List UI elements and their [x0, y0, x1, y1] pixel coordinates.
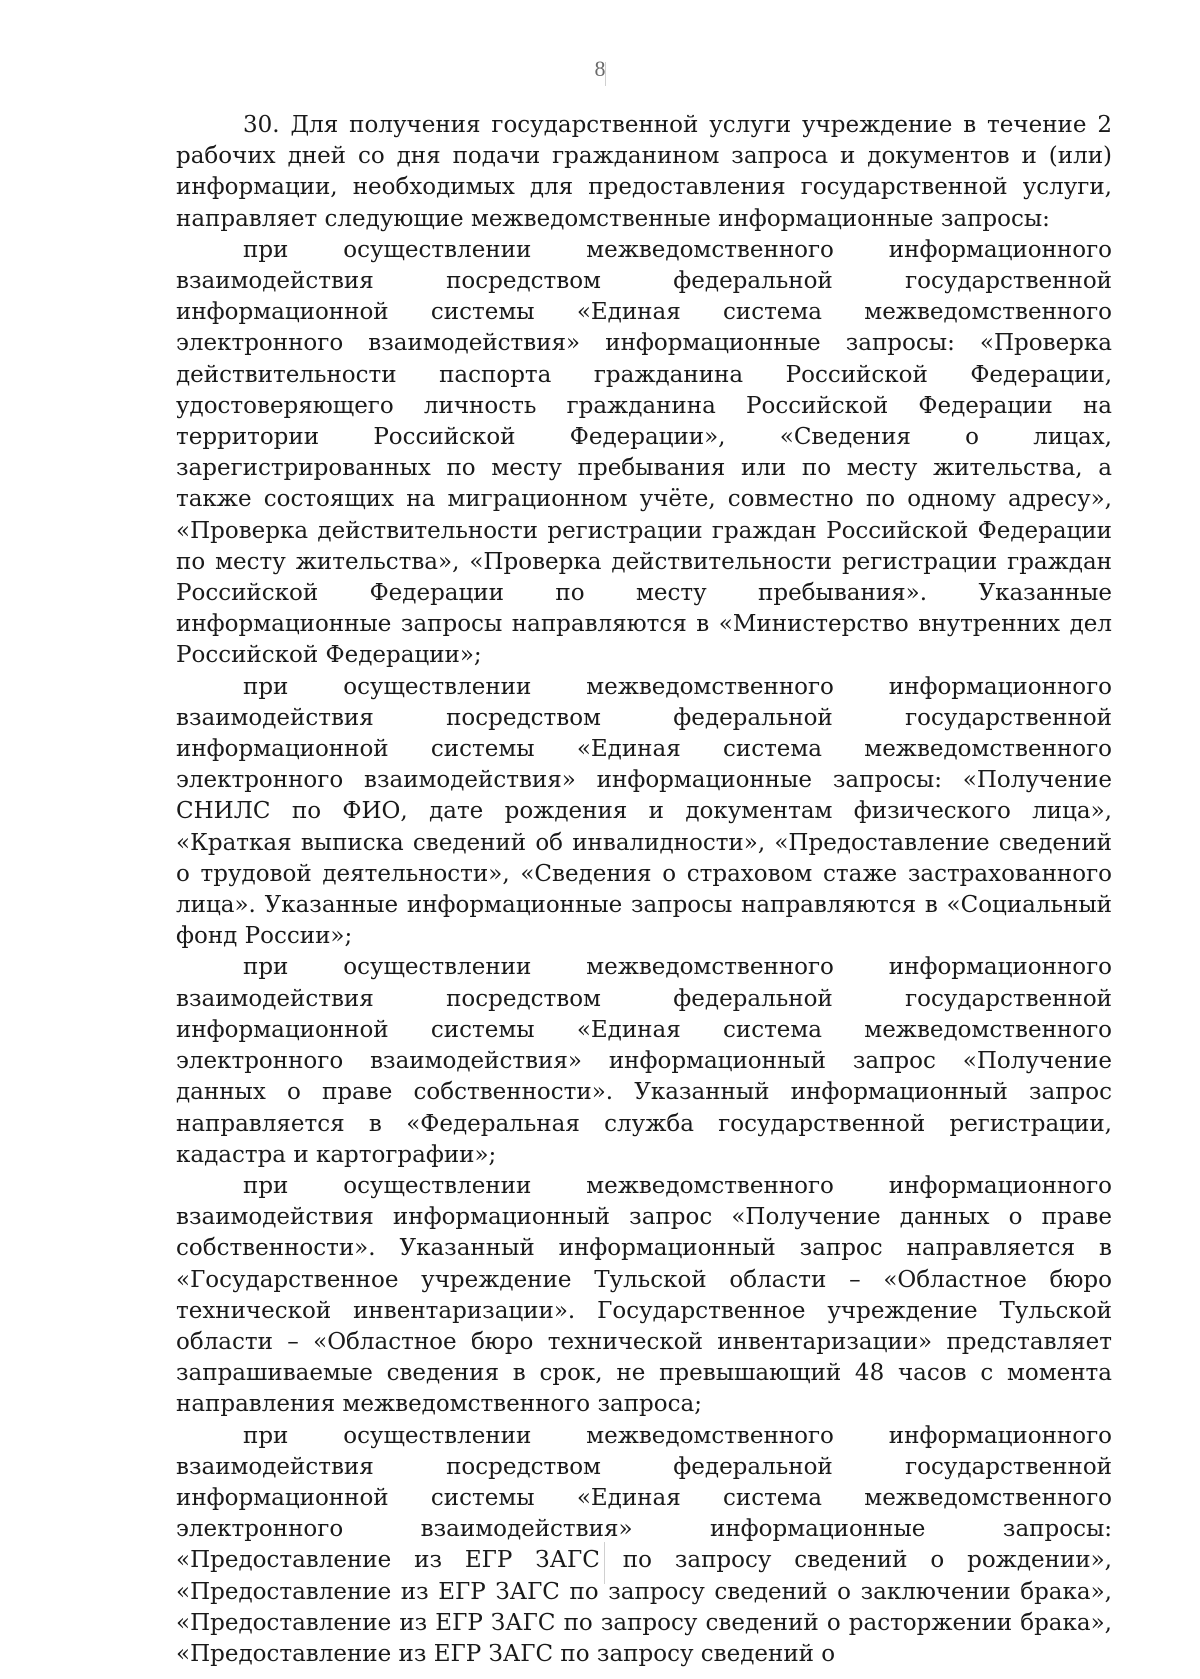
page-number: 8 — [594, 56, 606, 81]
paragraph-rosreestr-request: при осуществлении межведомственного информационного взаимодействия посредством федеральной государственной информационной системы «Единая система межведомственного электронного взаимодействия» информационный запрос «Получение данных о праве собственности». Указанный информационный запрос направляется в «Федеральная служба государственной регистрации, кадастра и картографии»; — [176, 954, 1112, 1168]
paragraph-bti-request: при осуществлении межведомственного информационного взаимодействия информационный запрос «Получение данных о праве собственности». Указанный информационный запрос направляется в «Государственное учреждение Тульской области – «Областное бюро технической инвентаризации». Государственное учреждение Тульской области – «Областное бюро технической инвентаризации» представляет запрашиваемые сведения в срок, не превышающий 48 часов с момента направления межведомственного запроса; — [176, 1172, 1112, 1418]
document-body — [176, 110, 1112, 1670]
paragraph-zags-requests: при осуществлении межведомственного информационного взаимодействия посредством федеральной государственной информационной системы «Единая система межведомственного электронного взаимодействия» информационные запросы: «Предоставление из ЕГР ЗАГС по запросу сведений о рождении», «Предоставление из ЕГР ЗАГС по запросу сведений о заключении брака», «Предоставление из ЕГР ЗАГС по запросу сведений о расторжении брака», «Предоставление из ЕГР ЗАГС по запросу сведений о — [176, 1422, 1112, 1667]
paragraph-sfr-requests: при осуществлении межведомственного информационного взаимодействия посредством федеральной государственной информационной системы «Единая система межведомственного электронного взаимодействия» информационные запросы: «Получение СНИЛС по ФИО, дате рождения и документам физического лица», «Краткая выписка сведений об инвалидности», «Предоставление сведений о трудовой деятельности», «Сведения о страховом стаже застрахованного лица». Указанные информационные запросы направляются в «Социальный фонд России»; — [176, 673, 1112, 950]
paragraph-30-intro: 30. Для получения государственной услуги учреждение в течение 2 рабочих дней со дня подачи гражданином запроса и документов и (или) информации, необходимых для предоставления государственной услуги, направляет следующие межведомственные информационные запросы: — [176, 112, 1112, 232]
scan-artifact-line — [605, 62, 606, 86]
paragraph-mvd-requests: при осуществлении межведомственного информационного взаимодействия посредством федеральной государственной информационной системы «Единая система межведомственного электронного взаимодействия» информационные запросы: «Проверка действительности паспорта гражданина Российской Федерации, удостоверяющего личность гражданина Российской Федерации на территории Российской Федерации», «Сведения о лицах, зарегистрированных по месту пребывания или по месту жительства, а также состоящих на миграционном учёте, совместно по одному адресу», «Проверка действительности регистрации граждан Российской Федерации по месту жительства», «Проверка действительности регистрации граждан Российской Федерации по месту пребывания». Указанные информационные запросы направляются в «Министерство внутренних дел Российской Федерации»; — [176, 236, 1112, 669]
